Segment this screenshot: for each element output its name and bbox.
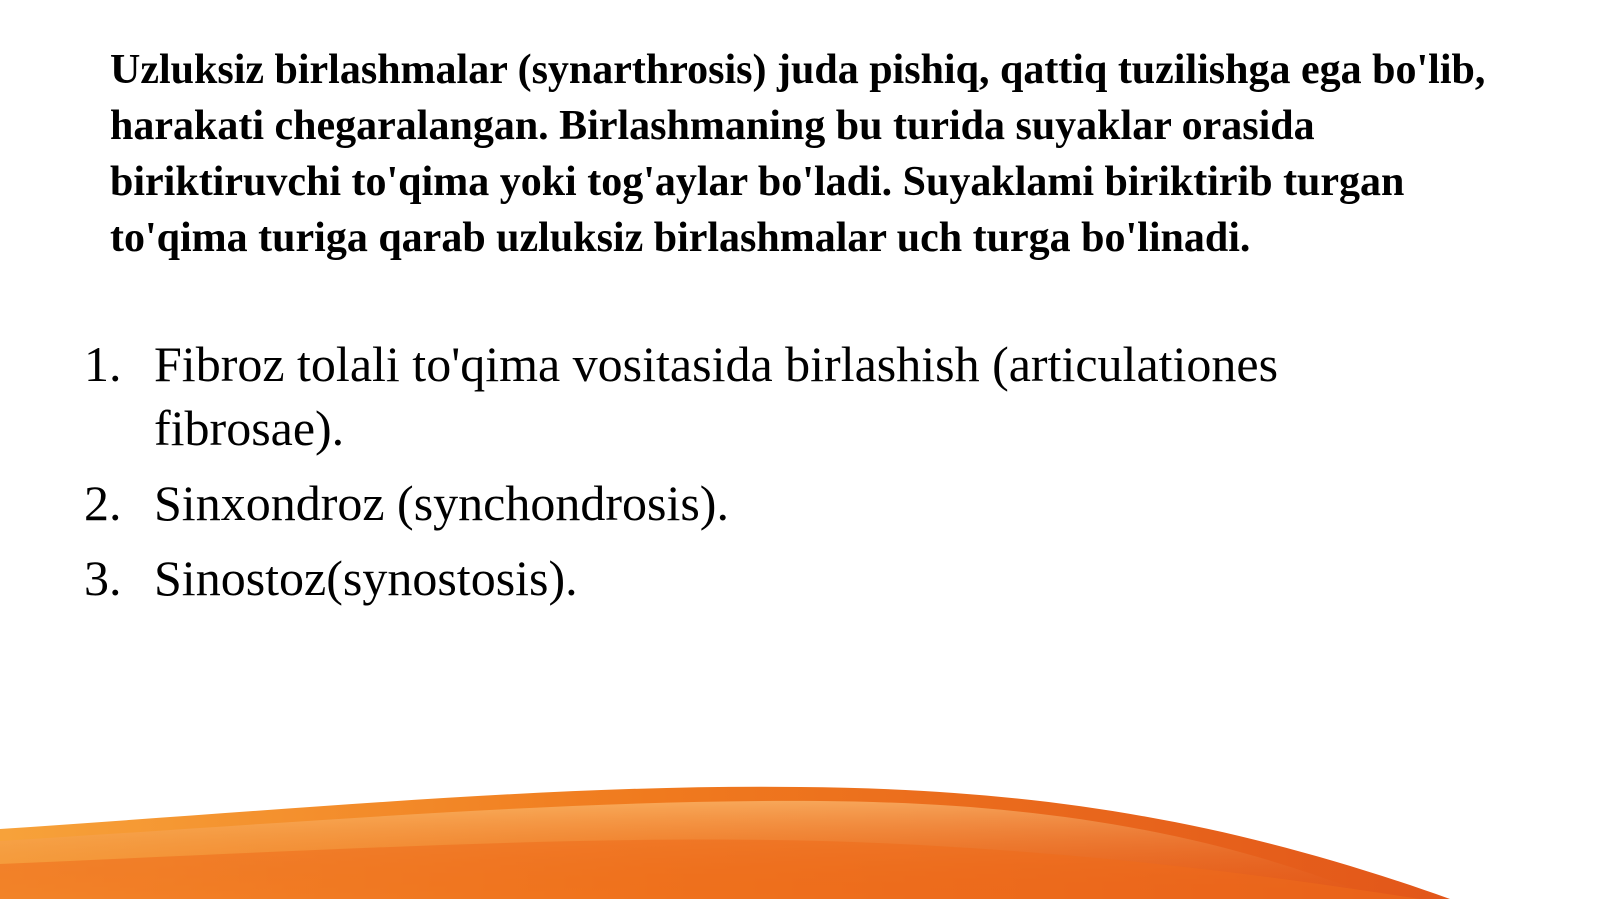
- list-item-text: Sinostoz(synostosis).: [154, 550, 578, 606]
- decorative-orange-wave: [0, 769, 1600, 899]
- list-item-text: Sinxondroz (synchondrosis).: [154, 475, 729, 531]
- list-item: [84, 546, 1564, 610]
- list-item-number: 2.: [84, 475, 122, 531]
- intro-paragraph: Uzluksiz birlashmalar (synarthrosis) juda pishiq, qattiq tuzilishga ega bo'lib, harakati chegaralangan. Birlashmaning bu turida suyaklar orasida biriktiruvchi to'qima yoki tog'aylar bo'ladi. Suyaklami biriktirib turgan to'qima turiga qarab uzluksiz birlashmalar uch turga bo'linadi.: [110, 47, 1486, 261]
- list-item: [84, 471, 1564, 535]
- joint-types-list: [84, 332, 1564, 621]
- list-item-number: 3.: [84, 550, 122, 606]
- list-item-text: Fibroz tolali to'qima vositasida birlashish (articulationes fibrosae).: [154, 336, 1279, 456]
- list-item: [84, 332, 1564, 460]
- list-item-number: 1.: [84, 336, 122, 392]
